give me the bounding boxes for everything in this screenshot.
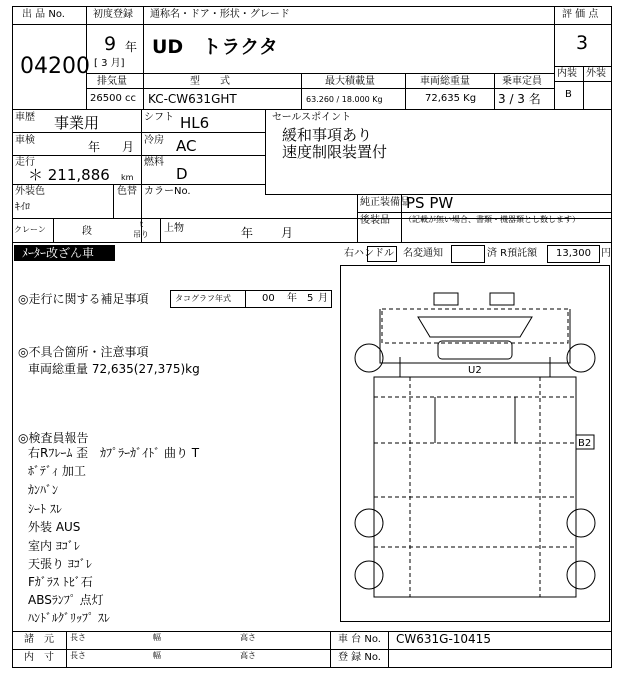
shift-label: シフト (144, 112, 174, 123)
cab-roof (382, 309, 568, 343)
chassis-number: CW631G-10415 (396, 632, 491, 646)
displacement-label: 排気量 (97, 76, 127, 87)
deck-dividers (374, 397, 576, 547)
defects-label: ◎不具合箇所・注意事項 (18, 345, 149, 359)
max-load-value: 63.260 / 18.000 Kg (306, 95, 383, 104)
crane-label: クレーン (14, 225, 46, 234)
inspector-line: ﾎﾞﾃﾞｨ 加工 (28, 464, 86, 478)
defects-text: 車両総重量 72,635(27,375)kg (28, 362, 200, 376)
exterior-color-label: 外装色 (15, 186, 45, 197)
sales-point-line-1: 緩和事項あり (282, 126, 373, 144)
first-reg-month: [ 3 月] (94, 58, 125, 69)
sales-point-line-2: 速度制限装置付 (282, 143, 388, 161)
tachograph-month-unit: 月 (318, 293, 328, 304)
aftermarket-label: 後装品 (360, 215, 390, 226)
model-code: KC-CW631GHT (148, 92, 237, 106)
tachograph-year-unit: 年 (287, 293, 297, 304)
lot-label: 出 品 No. (22, 9, 65, 20)
capacity-value: 3 / 3 名 (498, 92, 541, 106)
aircon-value: AC (176, 137, 197, 155)
crane-lift: 吊り (133, 230, 149, 239)
inspector-line: 外装 AUS (28, 520, 81, 534)
aftermarket-note: （記載が無い場合、書類・機器類とし数します） (404, 215, 580, 224)
fuel-value: D (176, 165, 188, 183)
mileage-note-label: ◎走行に関する補足事項 (18, 292, 149, 306)
inspection-year: 年 (88, 140, 101, 154)
inspection-label: 車検 (15, 135, 35, 146)
chassis-label: 車 台 No. (338, 634, 381, 645)
inspector-label: ◎検査員報告 (18, 431, 89, 445)
color-code-label: カラーNo. (144, 186, 191, 197)
inspection-month: 月 (122, 140, 135, 154)
color-change-label: 色替 (117, 186, 137, 197)
name-change-box (451, 245, 485, 263)
crane-ton: t (140, 220, 144, 229)
upper-label: 上物 (164, 223, 184, 234)
history-value: 事業用 (54, 114, 100, 132)
name-change-label: 名変通知 (403, 248, 443, 259)
meter-tamper-banner: ﾒｰﾀｰ改ざん車 (14, 245, 115, 261)
inspector-line: 右Rﾌﾚｰﾑ 歪 ｶﾌﾟﾗｰｶﾞｲﾄﾞ 曲り T (28, 446, 200, 460)
registration-label: 登 録 No. (338, 652, 381, 663)
genuine-equipment-value: PS PW (406, 194, 454, 212)
windshield (418, 317, 532, 337)
displacement-value: 26500 cc (90, 93, 136, 104)
interior-grade: B (565, 89, 572, 100)
aircon-label: 冷房 (144, 135, 164, 146)
model-code-label: 型 式 (190, 76, 230, 87)
truck-outline-svg (340, 265, 610, 622)
height-label-2: 高さ (240, 651, 256, 660)
left-mirror (434, 293, 458, 305)
tachograph-year: 00 (262, 293, 275, 304)
history-label: 車歴 (15, 112, 35, 123)
deck-outline (374, 377, 576, 597)
front-left-wheel (355, 344, 383, 372)
mileage-value: ＊ 211,886 (28, 166, 110, 184)
upper-year: 年 (241, 226, 254, 240)
inspector-line: ｼｰﾄ ｽﾚ (28, 502, 62, 516)
first-reg-label: 初度登録 (93, 9, 133, 20)
lot-number: 04200 (20, 54, 90, 79)
frame-rails (410, 377, 540, 597)
inspector-line: ｶﾝﾊﾞﾝ (28, 483, 59, 497)
width-label-2: 幅 (153, 651, 161, 660)
damage-mark-u2: U2 (468, 365, 482, 376)
genuine-equipment-label: 純正装備品 (360, 197, 410, 208)
yen-label: 円 (601, 248, 611, 259)
width-label-1: 幅 (153, 633, 161, 642)
year-unit: 年 (125, 40, 138, 54)
crane-stage: 段 (82, 226, 92, 237)
gross-weight-value: 72,635 Kg (425, 93, 477, 104)
exterior-color-value: ｷｲﾛ (15, 202, 30, 213)
length-label-1: 長さ (70, 633, 86, 642)
max-load-label: 最大積載量 (325, 76, 375, 87)
seat-area (438, 341, 512, 359)
tachograph-month: 5 (307, 293, 314, 304)
recycle-label: 済 R預託額 (487, 248, 538, 259)
inspector-line: ﾊﾝﾄﾞﾙｸﾞﾘｯﾌﾟ ｽﾚ (28, 611, 110, 625)
length-label-2: 長さ (70, 651, 86, 660)
rear-left-wheel-1 (355, 509, 383, 537)
steering-label: 右ハンドル (344, 248, 394, 259)
exterior-grade-label: 外装 (586, 68, 606, 79)
model-name: UD トラクタ (152, 36, 278, 58)
inspector-line: 室内 ﾖｺﾞﾚ (28, 539, 80, 553)
rear-left-wheel-2 (355, 561, 383, 589)
mileage-label: 走行 (15, 157, 35, 168)
height-label-1: 高さ (240, 633, 256, 642)
rear-right-wheel-2 (567, 561, 595, 589)
recycle-amount: 13,300 (556, 248, 591, 259)
rear-right-wheel-1 (567, 509, 595, 537)
interior-grade-label: 内装 (557, 68, 577, 79)
upper-month: 月 (281, 226, 294, 240)
inspector-line: ABSﾗﾝﾌﾟ 点灯 (28, 593, 104, 607)
model-name-label: 通称名・ドア・形状・グレード (150, 9, 290, 20)
sales-point-label: セールスポイント (272, 112, 352, 123)
coupler-frame (435, 397, 515, 443)
gross-weight-label: 車両総重量 (420, 76, 470, 87)
right-mirror (490, 293, 514, 305)
capacity-label: 乗車定員 (502, 76, 542, 87)
mileage-unit: km (121, 173, 134, 182)
fuel-label: 燃料 (144, 157, 164, 168)
specs-row-label: 諸 元 (24, 634, 54, 645)
inner-dimensions-label: 内 寸 (24, 652, 54, 663)
shift-value: HL6 (180, 114, 210, 132)
first-reg-year: 9 (104, 33, 117, 55)
inspector-line: Fｶﾞﾗｽ ﾄﾋﾞ石 (28, 575, 93, 589)
inspector-line: 天張り ﾖｺﾞﾚ (28, 557, 92, 571)
grade-label: 評 価 点 (562, 9, 599, 20)
grade-value: 3 (576, 32, 589, 54)
tachograph-label: タコグラフ年式 (175, 294, 231, 303)
damage-mark-b2: B2 (578, 438, 592, 449)
front-right-wheel (567, 344, 595, 372)
